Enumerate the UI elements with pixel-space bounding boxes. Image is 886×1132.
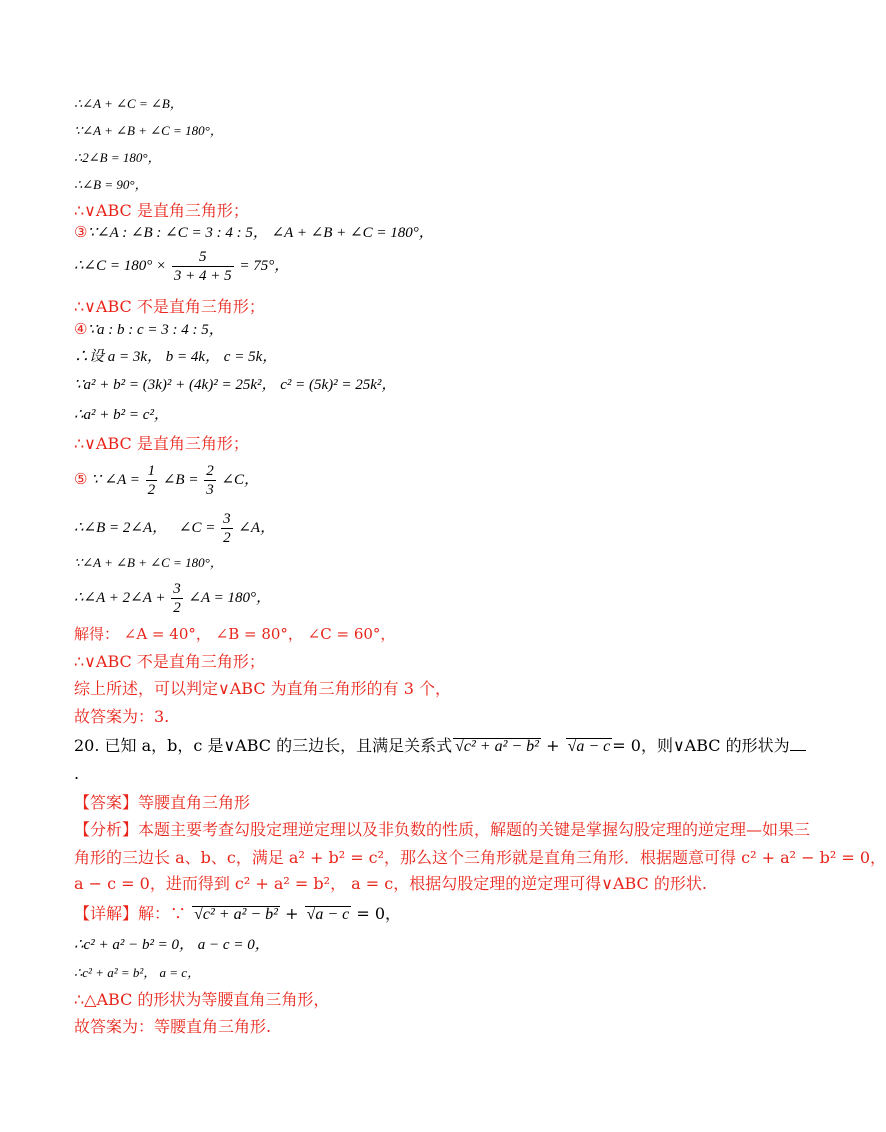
step-line: [74, 510, 275, 547]
fraction-numerator: 2: [206, 463, 214, 479]
calc-prefix: ∴∠C = 180° ×: [74, 257, 167, 274]
expr-part: ∴∠A + 2∠A +: [74, 589, 166, 606]
step-line: ∴a² + b² = c²，: [74, 407, 169, 423]
fraction: [204, 462, 216, 499]
step-line: ∵∠A + ∠B + ∠C = 180°，: [74, 555, 223, 570]
case-number-4: ④: [74, 320, 88, 338]
question-text: = 0，则∨ABC 的形状为: [612, 736, 790, 755]
fraction: [172, 248, 234, 285]
answer-blank: [790, 750, 806, 751]
detail-text: 【详解】解：∵: [74, 904, 187, 923]
final-answer: 故答案为：等腰直角三角形.: [74, 1017, 272, 1036]
case-3-line: [74, 225, 434, 241]
angle-c-calc: [74, 248, 289, 285]
conclusion-line: ∴△ABC 的形状为等腰直角三角形，: [74, 990, 330, 1009]
radical: √a − c: [567, 738, 611, 755]
step-line: ∴∠B = 90°，: [74, 177, 148, 192]
radical: √c² + a² − b²: [455, 738, 539, 755]
plus-sign: +: [285, 904, 299, 923]
question-20: [74, 738, 806, 755]
step-line: [74, 580, 271, 617]
fraction-denominator: 2: [223, 530, 231, 546]
step-line: ∵a² + b² = (3k)² + (4k)² = 25k²， c² = (5k)² = 25k²，: [74, 377, 397, 393]
fraction-denominator: 2: [147, 482, 156, 498]
fraction: [221, 510, 233, 547]
fraction-numerator: 3: [173, 581, 181, 597]
case-5-line: [74, 462, 259, 499]
radicand: c² + a² − b²: [463, 738, 539, 755]
fraction-numerator: 1: [147, 463, 156, 479]
answer-line: 故答案为：3.: [74, 707, 170, 726]
case-number-5: ⑤: [74, 471, 88, 488]
radical: √c² + a² − b²: [194, 906, 278, 923]
answer-heading: 【答案】等腰直角三角形: [74, 793, 251, 812]
expr-part: ∠A = 180°，: [188, 589, 272, 606]
expr-part: ∠C，: [221, 471, 260, 488]
because-symbol: ∵: [91, 471, 101, 488]
conclusion-line: ∴∨ABC 不是直角三角形；: [74, 297, 265, 316]
fraction: [146, 462, 158, 499]
conclusion-line: ∴∨ABC 是直角三角形；: [74, 434, 249, 453]
step-line: ∴2∠B = 180°，: [74, 150, 161, 165]
question-trailing-dot: .: [74, 764, 80, 783]
analysis-line: a − c = 0，进而得到 c² + a² = b²， a = c，根据勾股定理的逆定理可得∨ABC 的形状.: [74, 874, 707, 893]
fraction-denominator: 2: [173, 600, 181, 616]
detail-text: = 0，: [356, 904, 402, 923]
conclusion-line: ∴∨ABC 是直角三角形；: [74, 201, 249, 220]
fraction-numerator: 3: [223, 511, 231, 527]
conclusion-line: ∴∨ABC 不是直角三角形；: [74, 652, 265, 671]
case-number-3: ③: [74, 223, 88, 241]
step-line: ∴设 a = 3k， b = 4k， c = 5k，: [74, 349, 278, 365]
radicand: a − c: [315, 906, 350, 923]
radicand: a − c: [576, 738, 611, 755]
step-line: ∴c² + a² − b² = 0， a − c = 0，: [74, 937, 270, 953]
case-3-condition: ∵∠A : ∠B : ∠C = 3 : 4 : 5， ∠A + ∠B + ∠C = 180°，: [87, 225, 434, 241]
analysis-line: 角形的三边长 a、b、c，满足 a² + b² = c²，那么这个三角形就是直角三角形．根据题意可得 c² + a² − b² = 0，: [74, 848, 886, 867]
analysis-line: 【分析】本题主要考查勾股定理逆定理以及非负数的性质，解题的关键是掌握勾股定理的逆定理—如果三: [74, 820, 811, 839]
expr-part: ∠A =: [104, 471, 140, 488]
expr-part: ∠B =: [162, 471, 199, 488]
fraction-numerator: 5: [172, 248, 234, 267]
summary-line: 综上所述，可以判定∨ABC 为直角三角形的有 3 个，: [74, 679, 452, 698]
expr-part: ∠C =: [178, 519, 216, 536]
calc-suffix: = 75°，: [239, 257, 290, 274]
case-4-line: [74, 322, 224, 338]
fraction-denominator: 3 + 4 + 5: [173, 268, 232, 284]
question-text: 20. 已知 a，b，c 是∨ABC 的三边长，且满足关系式: [74, 736, 453, 755]
radicand: c² + a² − b²: [202, 906, 278, 923]
solution-line: 解得： ∠A = 40°， ∠B = 80°， ∠C = 60°，: [74, 625, 396, 643]
radical: √a − c: [306, 906, 350, 923]
step-line: ∴∠A + ∠C = ∠B，: [74, 96, 183, 111]
step-line: ∴c² + a² = b²， a = c，: [74, 965, 201, 980]
fraction-denominator: 3: [206, 482, 214, 498]
case-4-condition: ∵a : b : c = 3 : 4 : 5，: [87, 322, 224, 338]
expr-part: ∠A，: [238, 519, 276, 536]
fraction: [171, 580, 183, 617]
detail-heading: [74, 906, 401, 923]
expr-part: ∴∠B = 2∠A，: [74, 519, 168, 536]
plus-sign: +: [546, 736, 560, 755]
step-line: ∵∠A + ∠B + ∠C = 180°，: [74, 123, 223, 138]
